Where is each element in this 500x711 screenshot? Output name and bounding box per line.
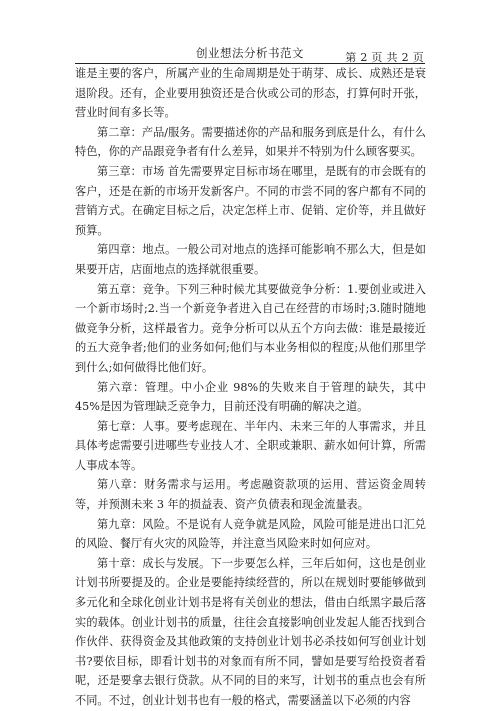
paragraph: 第四章：地点。一般公司对地点的选择可能影响不那么大，但是如果要开店，店面地点的选择就很重要。 bbox=[75, 243, 426, 276]
document-title: 创业想法分析书范文 bbox=[196, 46, 304, 60]
paragraph: 第三章：市场 首先需要界定目标市场在哪里，是既有的市会既有的客户，还是在新的市场开发新客户。不同的市尝不同的客户都有不同的营销方式。在确定目标之后，决定怎样上市、促销、定价等，并且做好预算。 bbox=[75, 164, 426, 237]
paragraph: 第七章：人事。要考虑现在、半年内、未来三年的人事需求，并且具体考虑需要引进哪些专业技人才、全职或兼职、薪水如何计算，所需人事成本等。 bbox=[75, 419, 426, 472]
paragraph: 第五章：竞争。下列三种时候尤其要做竞争分析：1.要创业或进入一个新市场时;2.当一个新竞争者进入自己在经营的市场时;3.随时随地做竞争分析，这样最省力。竞争分析可以从五个方向去做：谁是最接近的五大竞争者;他们的业务如何;他们与本业务相似的程度;从他们那里学到什么;如何做得比他们好。 bbox=[75, 282, 426, 374]
paragraph: 谁是主要的客户，所属产业的生命周期是处于萌芽、成长、成熟还是衰退阶段。还有，企业要用独资还是合伙或公司的形态，打算何时开张，营业时间有多长等。 bbox=[75, 67, 426, 120]
paragraph: 第二章：产品/服务。需要描述你的产品和服务到底是什么，有什么特色，你的产品跟竞争者有什么差异，如果并不特别为什么顾客要买。 bbox=[75, 125, 426, 159]
document-body bbox=[75, 64, 426, 711]
paragraph: 第十章：成长与发展。下一步要怎么样，三年后如何，这也是创业计划书所要提及的。企业是要能持续经营的，所以在规划时要能够做到多元化和全球化创业计划书是将有关创业的想法，借由白纸黑字最后落实的载体。创业计划书的质量，往往会直接影响创业发起人能否找到合作伙伴、获得资金及其他政策的支持创业计划书必杀技如何写创业计划书?要依目标，即看计划书的对象而有所不同，譬如是要写给投资者看呢，还是要拿去银行贷款。从不同的目的来写，计划书的重点也会有所不同。不过，创业计划书也有一般的格式，需要涵盖以下必须的内容 bbox=[75, 556, 426, 707]
paragraph: 第九章：风险。不是说有人竞争就是风险，风险可能是进出口汇兑的风险、餐厅有火灾的风险等，并注意当风险来时如何应对。 bbox=[75, 517, 426, 551]
page-indicator: 第 2 页 共 2 页 bbox=[345, 51, 424, 64]
paragraph: 第八章：财务需求与运用。考虑融资款项的运用、营运资金周转等，并预测未来 3 年的损益表、资产负债表和现金流量表。 bbox=[75, 478, 426, 512]
paragraph: 第六章：管理。中小企业 98%的失败来自于管理的缺失，其中 45%是因为管理缺乏竞争力，目前还没有明确的解决之道。 bbox=[75, 380, 426, 414]
